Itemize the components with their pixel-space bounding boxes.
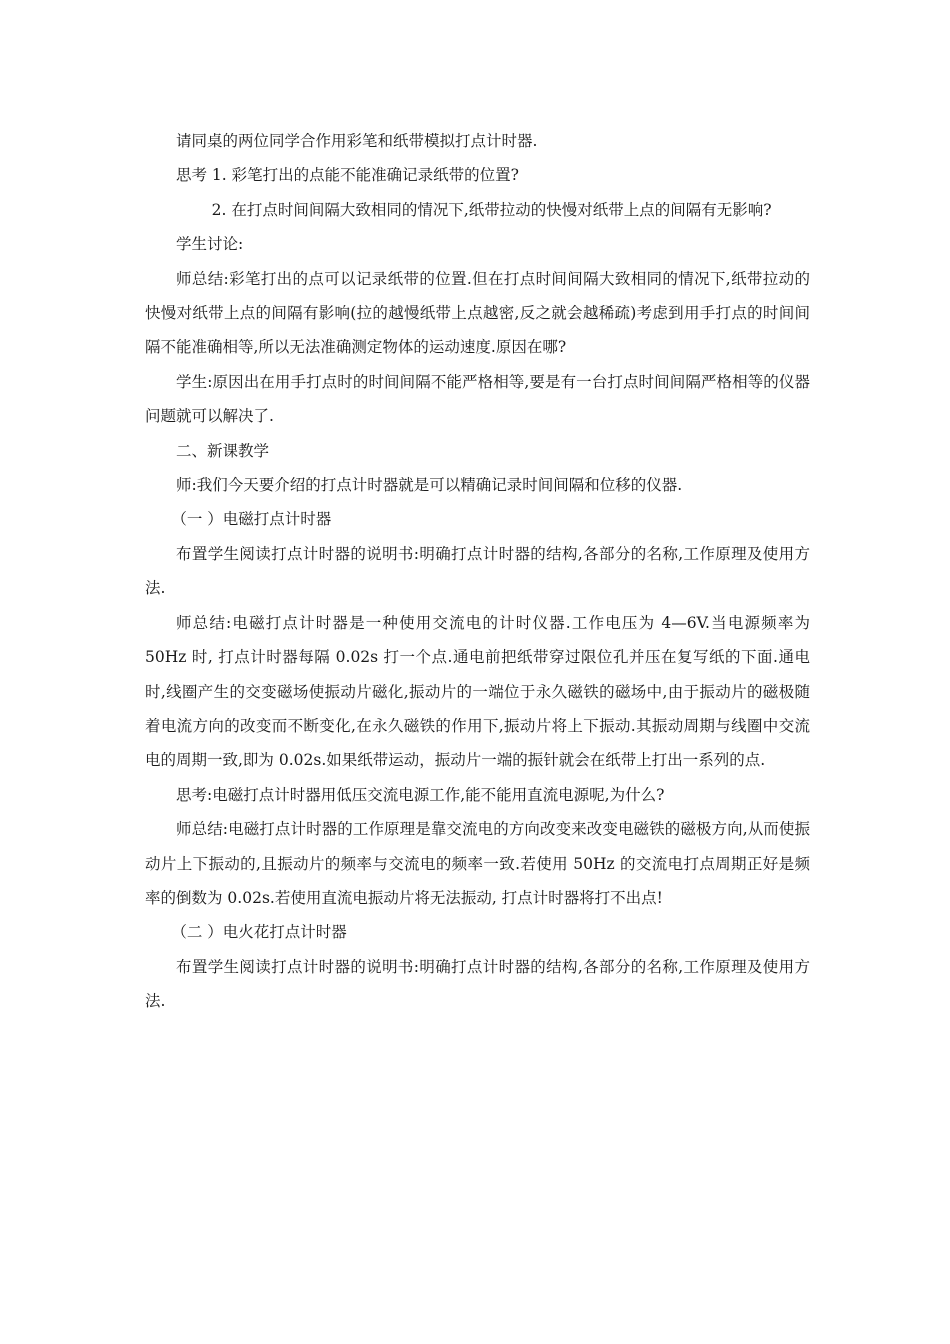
paragraph-teacher-summary-2: 师总结:电磁打点计时器是一种使用交流电的计时仪器.工作电压为 4—6V.当电源频率为 50Hz 时, 打点计时器每隔 0.02s 打一个点.通电前把纸带穿过限位孔并压在复写纸的下面.通电时,线圈产生的交变磁场使振动片磁化,振动片的一端位于永久磁铁的磁场中,由于振动片的磁极随着电流方向的改变而不断变化,在永久磁铁的作用下,振动片将上下振动.其振动周期与线圈中交流电的周期一致,即为 0.02s.如果纸带运动，振动片一端的振针就会在纸带上打出一系列的点. [145, 613, 810, 770]
paragraph-discussion: 学生讨论: [176, 235, 244, 254]
paragraph-think-1: 思考 1. 彩笔打出的点能不能准确记录纸带的位置? [176, 166, 519, 185]
body-text [145, 124, 810, 1019]
paragraph-student: 学生:原因出在用手打点时的时间间隔不能严格相等,要是有一台打点时间间隔严格相等的仪器问题就可以解决了. [145, 372, 810, 426]
paragraph-reading-task-2: 布置学生阅读打点计时器的说明书:明确打点计时器的结构,各部分的名称,工作原理及使用方法. [145, 957, 810, 1011]
subheading-spark-timer: （二 ）电火花打点计时器 [171, 923, 347, 942]
paragraph-teacher-intro: 师:我们今天要介绍的打点计时器就是可以精确记录时间间隔和位移的仪器. [176, 476, 683, 495]
paragraph-intro: 请同桌的两位同学合作用彩笔和纸带模拟打点计时器. [176, 132, 538, 150]
section-heading-new-lesson: 二、新课教学 [176, 441, 270, 460]
paragraph-teacher-summary-1: 师总结:彩笔打出的点可以记录纸带的位置.但在打点时间间隔大致相同的情况下,纸带拉动的快慢对纸带上点的间隔有影响(拉的越慢纸带上点越密,反之就会越稀疏)考虑到用手打点的时间间隔不能准确相等,所以无法准确测定物体的运动速度.原因在哪? [145, 269, 810, 357]
paragraph-think-2: 2. 在打点时间间隔大致相同的情况下,纸带拉动的快慢对纸带上点的间隔有无影响? [211, 200, 772, 219]
paragraph-teacher-summary-3: 师总结:电磁打点计时器的工作原理是靠交流电的方向改变来改变电磁铁的磁极方向,从而使振动片上下振动的,且振动片的频率与交流电的频率一致.若使用 50Hz 的交流电打点周期正好是频率的倒数为 0.02s.若使用直流电振动片将无法振动, 打点计时器将打不出点! [145, 820, 810, 907]
paragraph-think-dc: 思考:电磁打点计时器用低压交流电源工作,能不能用直流电源呢,为什么? [176, 785, 665, 804]
paragraph-reading-task-1: 布置学生阅读打点计时器的说明书:明确打点计时器的结构,各部分的名称,工作原理及使用方法. [145, 544, 810, 598]
subheading-electromagnetic-timer: （一 ）电磁打点计时器 [171, 510, 332, 529]
